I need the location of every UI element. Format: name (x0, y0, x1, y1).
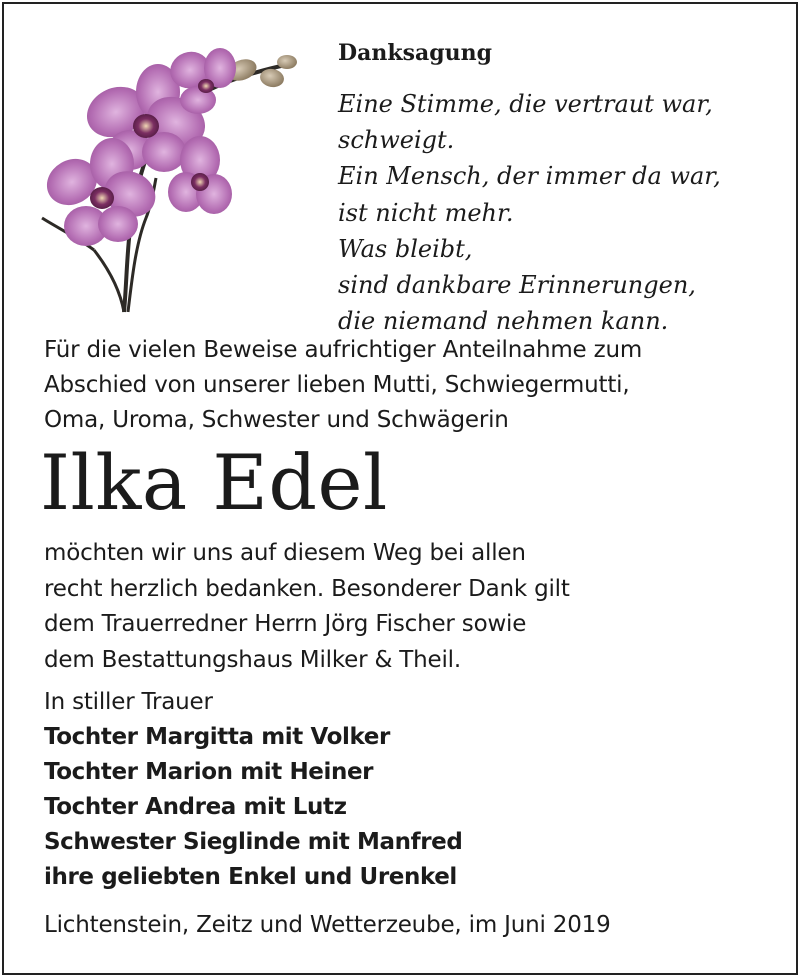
thanks-line: dem Trauerredner Herrn Jörg Fischer sowie (44, 611, 527, 637)
signer: Tochter Marion mit Heiner (44, 759, 374, 785)
signers (44, 685, 462, 895)
thanks-line: recht herzlich bedanken. Besonderer Dank gilt (44, 575, 570, 602)
poem-line: Was bleibt, (338, 234, 473, 263)
place-date: Lichtenstein, Zeitz und Wetterzeube, im Juni 2019 (44, 912, 611, 938)
poem-line: schweigt. (338, 126, 455, 155)
poem-line: ist nicht mehr. (338, 198, 514, 227)
signer: ihre geliebten Enkel und Urenkel (44, 864, 457, 890)
intro-line: Abschied von unserer lieben Mutti, Schwiegermutti, (44, 372, 630, 398)
orchid-image (28, 28, 310, 314)
heading: Danksagung (338, 40, 492, 66)
poem-line: Ein Mensch, der immer da war, (338, 162, 721, 191)
deceased-name: Ilka Edel (40, 438, 388, 527)
signer: Schwester Sieglinde mit Manfred (44, 829, 463, 855)
mourning-label: In stiller Trauer (44, 689, 213, 715)
poem-line: Eine Stimme, die vertraut war, (338, 90, 713, 118)
intro-line: Für die vielen Beweise aufrichtiger Anteilnahme zum (44, 337, 643, 363)
thanks-line: möchten wir uns auf diesem Weg bei allen (44, 540, 526, 566)
signer: Tochter Andrea mit Lutz (44, 794, 347, 820)
poem-line: die niemand nehmen kann. (338, 307, 669, 336)
intro-text (44, 333, 642, 438)
thanks-line: dem Bestattungshaus Milker & Theil. (44, 646, 461, 673)
poem (338, 86, 778, 339)
intro-line: Oma, Uroma, Schwester und Schwägerin (44, 407, 509, 433)
poem-line: sind dankbare Erinnerungen, (338, 271, 696, 300)
thanks-text (44, 536, 570, 678)
signer: Tochter Margitta mit Volker (44, 724, 390, 750)
